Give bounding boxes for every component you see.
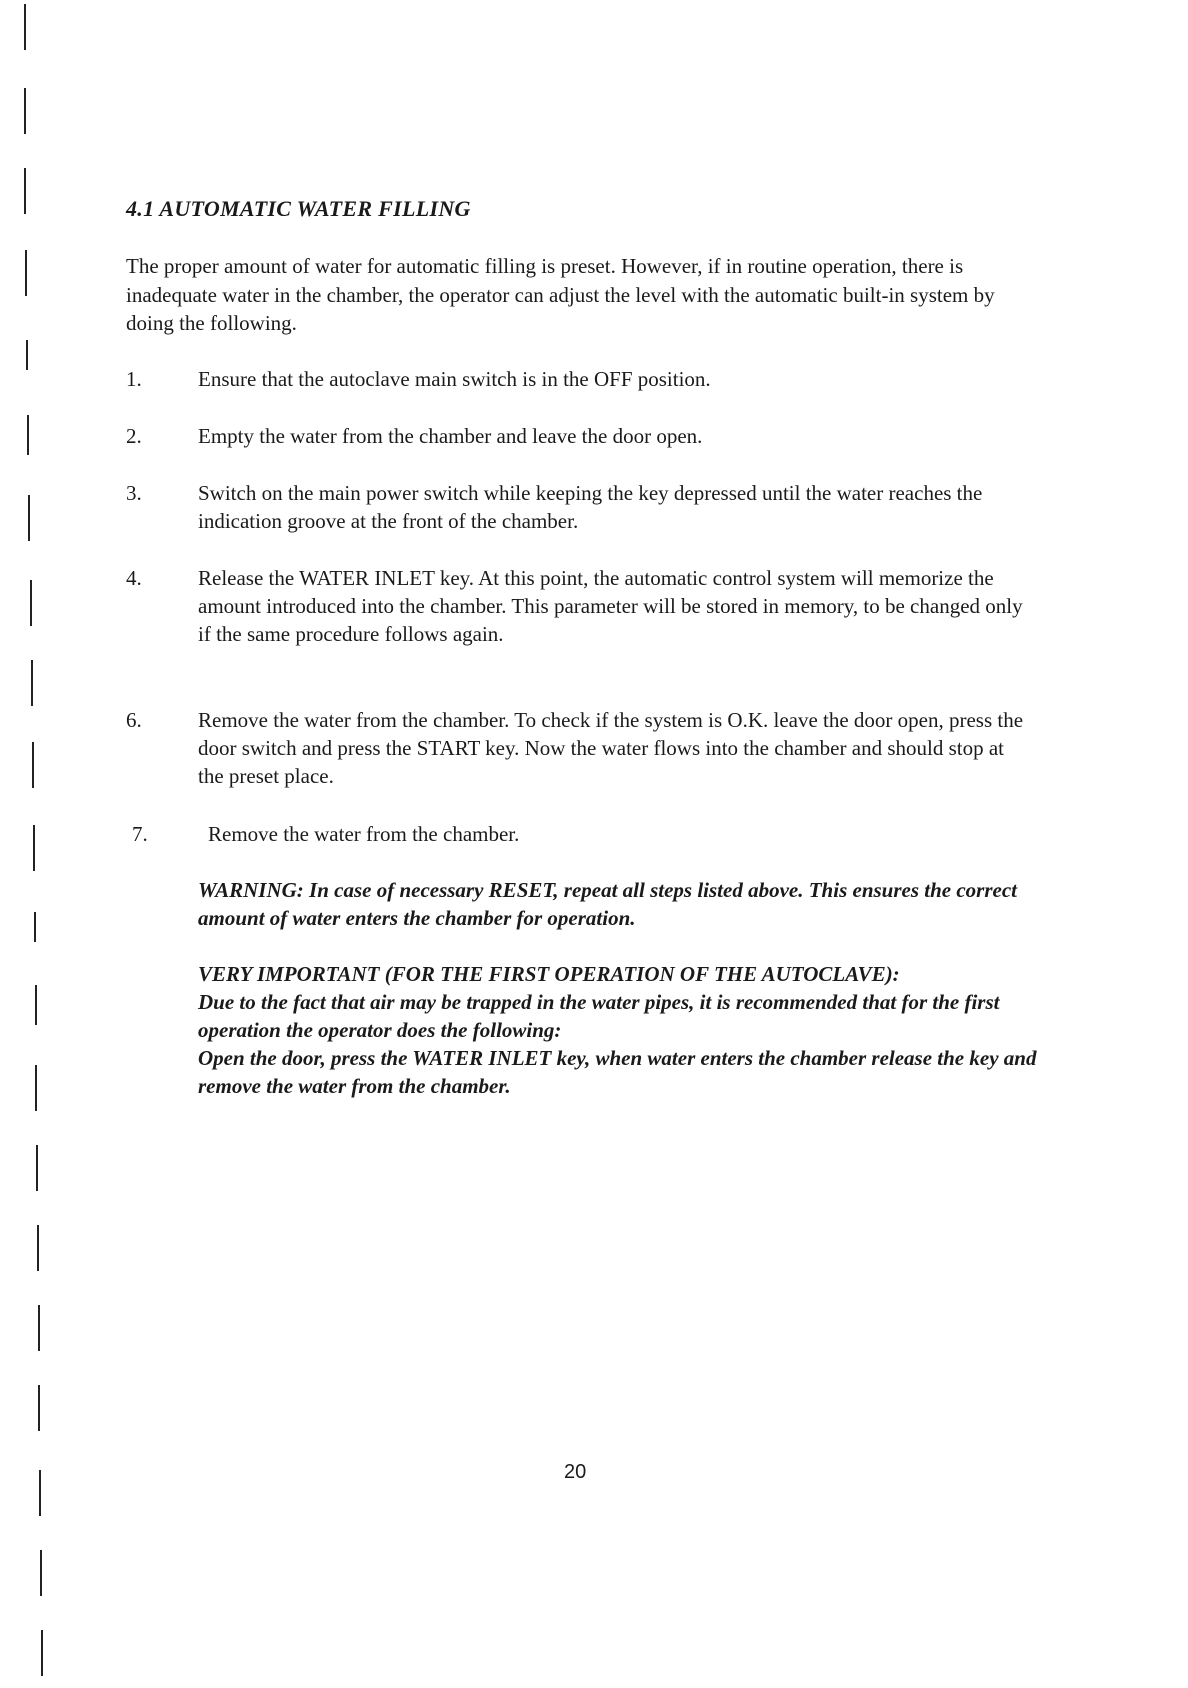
- step-number: 4.: [126, 566, 142, 590]
- binder-mark: [40, 1550, 42, 1596]
- binder-mark: [34, 912, 36, 942]
- step-text: Switch on the main power switch while keeping the key depressed until the water reaches the indication groove at the front of the chamber.: [198, 481, 983, 533]
- step-number: 1.: [126, 367, 142, 391]
- binder-mark: [32, 742, 34, 788]
- binder-mark: [38, 1385, 40, 1431]
- binder-mark: [25, 250, 27, 296]
- binder-mark: [37, 1225, 39, 1271]
- binder-mark: [36, 1145, 38, 1191]
- step-number: 6.: [126, 708, 142, 732]
- binder-mark: [27, 415, 29, 455]
- warning-note: WARNING: In case of necessary RESET, repeat all steps listed above. This ensures the correct amount of water enters the chamber for operation.: [198, 878, 1017, 930]
- page-number: 20: [564, 1461, 587, 1483]
- step-number: 3.: [126, 481, 142, 505]
- binder-mark: [33, 825, 35, 871]
- step-text: Remove the water from the chamber.: [208, 822, 520, 846]
- important-instruction: Open the door, press the WATER INLET key, when water enters the chamber release the key and remove the water from the chamber.: [198, 1046, 1037, 1098]
- binder-mark: [24, 4, 26, 50]
- step-text: Release the WATER INLET key. At this point, the automatic control system will memorize the amount introduced into the chamber. This parameter will be stored in memory, to be changed only if the same procedure follows again.: [198, 566, 1023, 646]
- binder-mark: [26, 340, 28, 370]
- step-text: Ensure that the autoclave main switch is in the OFF position.: [198, 367, 711, 391]
- binder-mark: [39, 1470, 41, 1516]
- step-number: 7.: [132, 822, 148, 846]
- binder-mark: [24, 88, 26, 134]
- binder-mark: [28, 495, 30, 541]
- binder-mark: [30, 580, 32, 626]
- binder-mark: [41, 1630, 43, 1676]
- binder-mark: [35, 985, 37, 1025]
- section-title: 4.1 AUTOMATIC WATER FILLING: [126, 196, 471, 221]
- step-number: 2.: [126, 424, 142, 448]
- binder-mark: [24, 168, 26, 214]
- intro-paragraph: The proper amount of water for automatic filling is preset. However, if in routine operation, there is inadequate water in the chamber, the operator can adjust the level with the automatic built-in system by doing the following.: [126, 254, 995, 335]
- important-body: Due to the fact that air may be trapped in the water pipes, it is recommended that for the first operation the operator does the following:: [198, 990, 1000, 1042]
- step-text: Empty the water from the chamber and leave the door open.: [198, 424, 703, 448]
- binder-mark: [38, 1305, 40, 1351]
- important-title: VERY IMPORTANT (FOR THE FIRST OPERATION OF THE AUTOCLAVE):: [198, 962, 900, 986]
- binder-mark: [35, 1065, 37, 1111]
- binder-mark: [31, 660, 33, 706]
- step-text: Remove the water from the chamber. To check if the system is O.K. leave the door open, press the door switch and press the START key. Now the water flows into the chamber and should stop at the preset place.: [198, 708, 1024, 788]
